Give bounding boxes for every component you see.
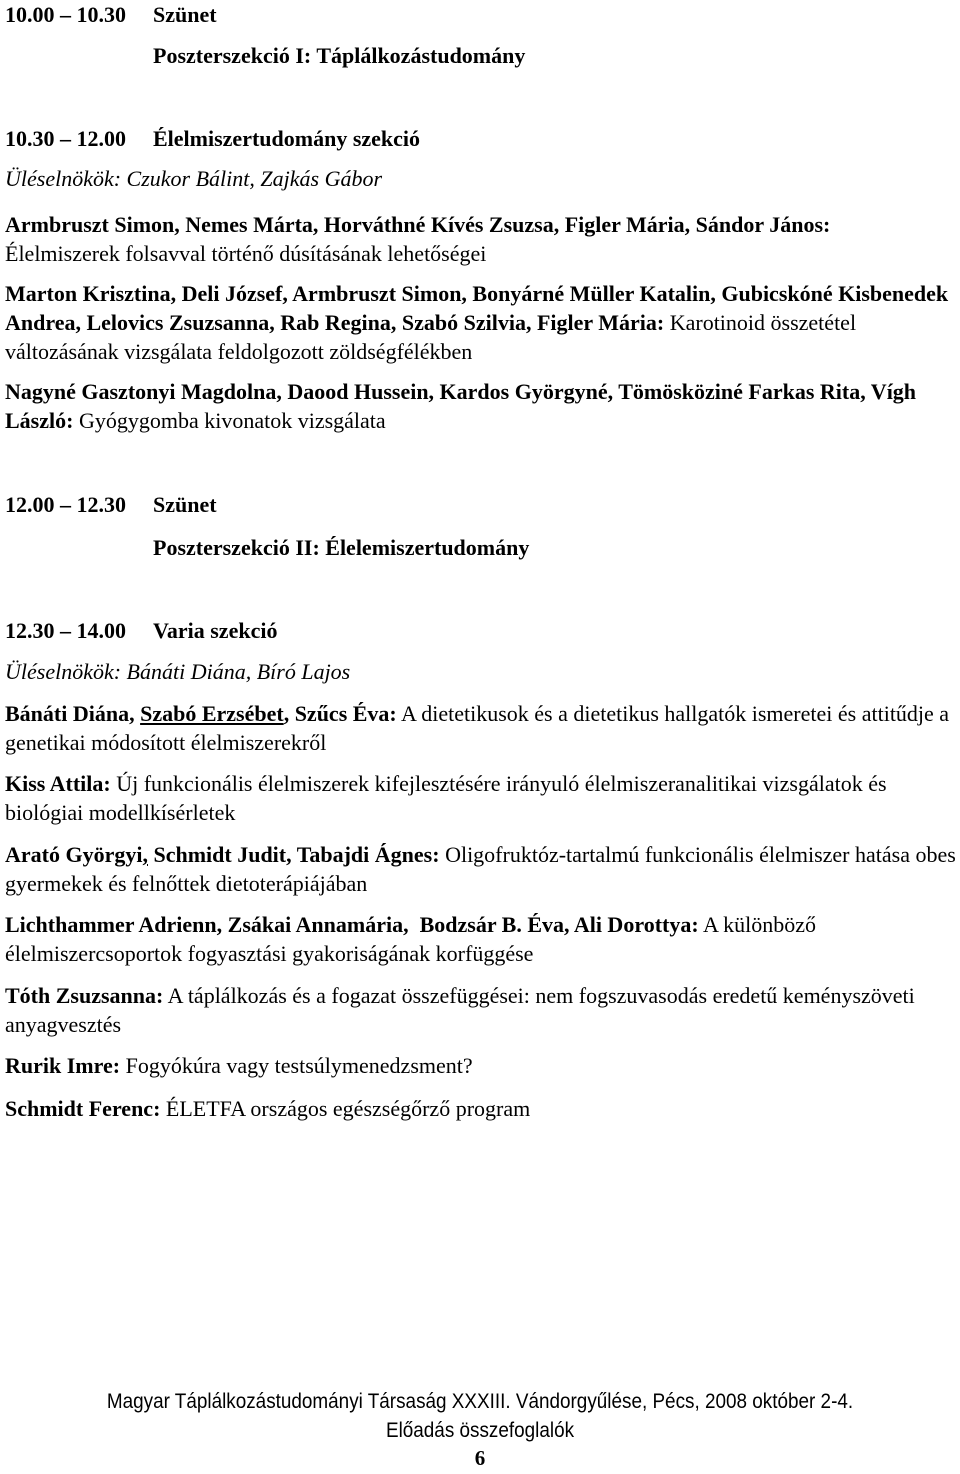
break1-label: Szünet [153,2,217,27]
talk-authors: Armbruszt Simon, Nemes Márta, Horváthné Kívés Zsuzsa, Figler Mária, Sándor János: [5,212,831,237]
break1-time: 10.00 – 10.30 [5,2,126,27]
talk-authors: Rurik Imre: [5,1053,121,1078]
talk-entry [5,1051,957,1080]
session2-chairs: Üléselnökök: Bánáti Diána, Bíró Lajos [5,659,351,684]
talk-title: Új funkcionális élelmiszerek kifejlesztésére irányuló élelmiszeranalitikai vizsgálatok és biológiai modellkísérletek [5,771,887,825]
talk-author: Bánáti Diána, [5,701,141,726]
talk-title: A különböző élelmiszercsoportok fogyasztási gyakoriságának korfüggése [5,912,817,966]
session1-title: Élelmiszertudomány szekció [153,126,421,151]
session1-time: 10.30 – 12.00 [5,126,126,151]
talk-title: A dietetikusok és a dietetikus hallgatók ismeretei és attitűdje a genetikai módosított élelmiszerekről [5,701,950,755]
talk-entry [5,279,957,366]
presenting-author: Szabó Erzsébet [140,701,284,726]
talk-title: Élelmiszerek folsavval történő dúsításának lehetőségei [5,241,487,266]
session2-time: 12.30 – 14.00 [5,618,126,643]
break2-time: 12.00 – 12.30 [5,492,126,517]
talk-entry [5,769,957,827]
talk-title: Karotinoid összetétel változásának vizsgálata feldolgozott zöldségfélékben [5,310,857,364]
footer-subtitle: Előadás összefoglalók [385,1419,575,1442]
talk-authors: Kiss Attila: [5,771,111,796]
talk-authors: Marton Krisztina, Deli József, Armbruszt Simon, Bonyárné Müller Katalin, Gubicskóné Kisbenedek Andrea, Lelovics Zsuzsanna, Rab Regina, Szabó Szilvia, Figler Mária: [5,281,949,335]
talk-entry [5,1094,957,1123]
talk-authors: Lichthammer Adrienn, Zsákai Annamária, Bodzsár B. Éva, Ali Dorottya: [5,912,699,937]
talk-entry [5,840,957,898]
poster-session-1: Poszterszekció I: Táplálkozástudomány [153,43,526,68]
talk-entry [5,910,957,968]
session2-title: Varia szekció [153,618,278,643]
talk-author: Arató Györgyi [5,842,143,867]
talk-entry [5,699,957,757]
talk-author: Schmidt Judit, Tabajdi Ágnes: [147,842,440,867]
talk-entry [5,210,957,268]
footer-conference: Magyar Táplálkozástudományi Társaság XXXIII. Vándorgyűlése, Pécs, 2008 október 2-4. [106,1390,854,1413]
talk-title: Oligofruktóz-tartalmú funkcionális élelmiszer hatása obes gyermekek és felnőttek dietoterápiájában [5,842,956,896]
poster-session-2: Poszterszekció II: Élelemiszertudomány [153,535,530,560]
talk-title: Fogyókúra vagy testsúlymenedzsment? [125,1053,473,1078]
talk-author-separator: , [142,842,148,867]
talk-entry [5,981,957,1039]
talk-author: , Szűcs Éva: [283,701,397,726]
talk-authors: Nagyné Gasztonyi Magdolna, Daood Hussein, Kardos Györgyné, Tömösköziné Farkas Rita, Vígh László: [5,379,917,433]
page-number: 6 [474,1446,486,1470]
talk-title: Gyógygomba kivonatok vizsgálata [78,408,386,433]
talk-entry [5,377,957,435]
session1-chairs: Üléselnökök: Czukor Bálint, Zajkás Gábor [5,166,383,191]
talk-authors: Schmidt Ferenc: [5,1096,161,1121]
talk-title: ÉLETFA országos egészségőrző program [165,1096,531,1121]
talk-title: A táplálkozás és a fogazat összefüggései: nem fogszuvasodás eredetű keményszöveti anyagvesztés [5,983,915,1037]
break2-label: Szünet [153,492,217,517]
talk-authors: Tóth Zsuzsanna: [5,983,164,1008]
